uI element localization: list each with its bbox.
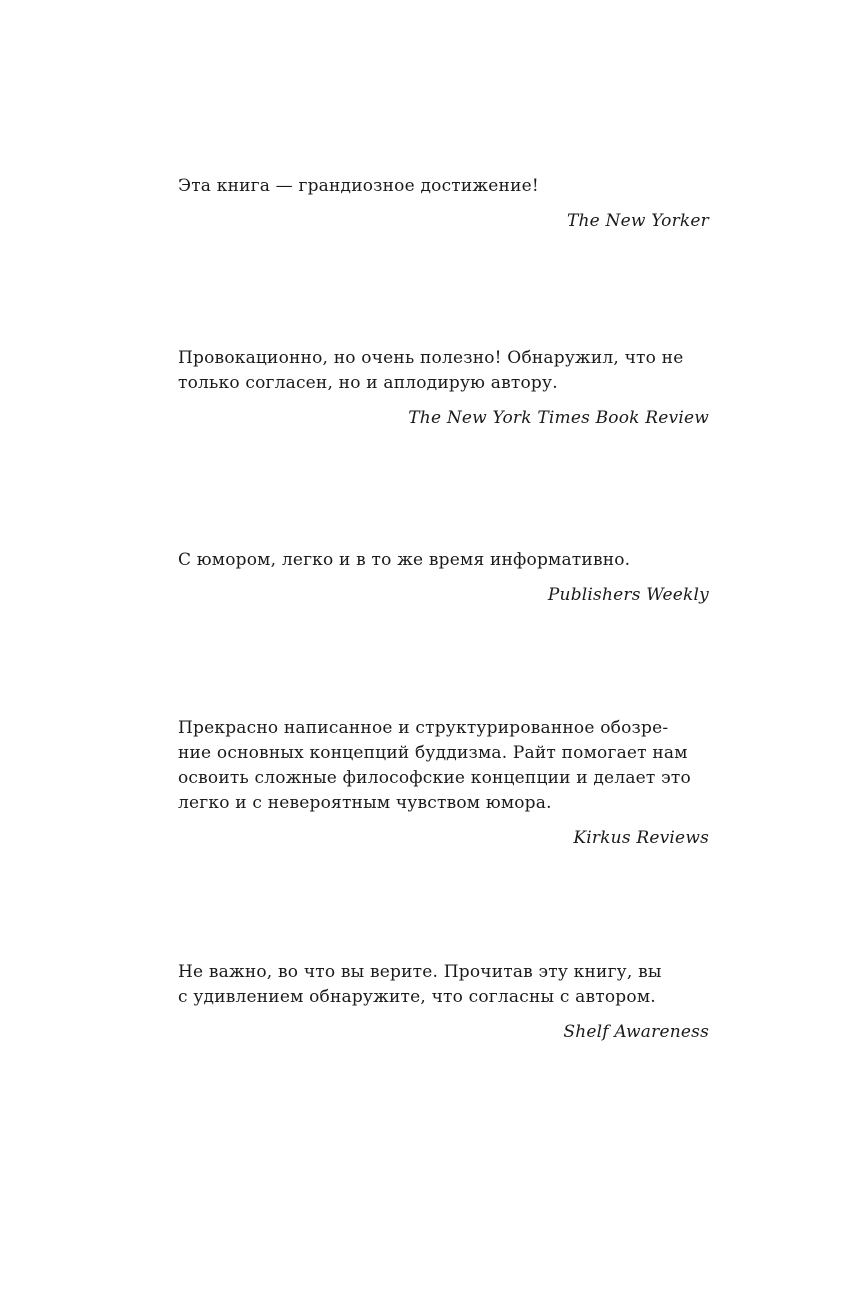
quote-line: С юмором, легко и в то же время информативно. [178,550,631,570]
quote-line: ние основных концепций буддизма. Райт помогает нам [178,743,688,763]
quote-line: только согласен, но и аплодирую автору. [178,373,558,393]
quote-line: освоить сложные философские концепции и делает это [178,768,691,788]
quote-line: Провокационно, но очень полезно! Обнаружил, что не [178,348,684,368]
quote-line: Прекрасно написанное и структурированное обозре- [178,718,669,738]
quote-line: Эта книга — грандиозное достижение! [178,176,539,196]
quote-source: Publishers Weekly [547,585,709,605]
blurb [178,346,709,431]
blurb [178,548,709,608]
blurb [178,174,709,234]
quote-source: The New York Times Book Review [408,408,709,428]
quote-source: The New Yorker [566,211,709,231]
blurb [178,716,709,851]
quote-line: Не важно, во что вы верите. Прочитав эту книгу, вы [178,962,662,982]
quote-line: с удивлением обнаружите, что согласны с автором. [178,987,656,1007]
quote-source: Shelf Awareness [563,1022,709,1042]
blurb [178,960,709,1045]
quote-source: Kirkus Reviews [573,828,709,848]
quote-line: легко и с невероятным чувством юмора. [178,793,552,813]
